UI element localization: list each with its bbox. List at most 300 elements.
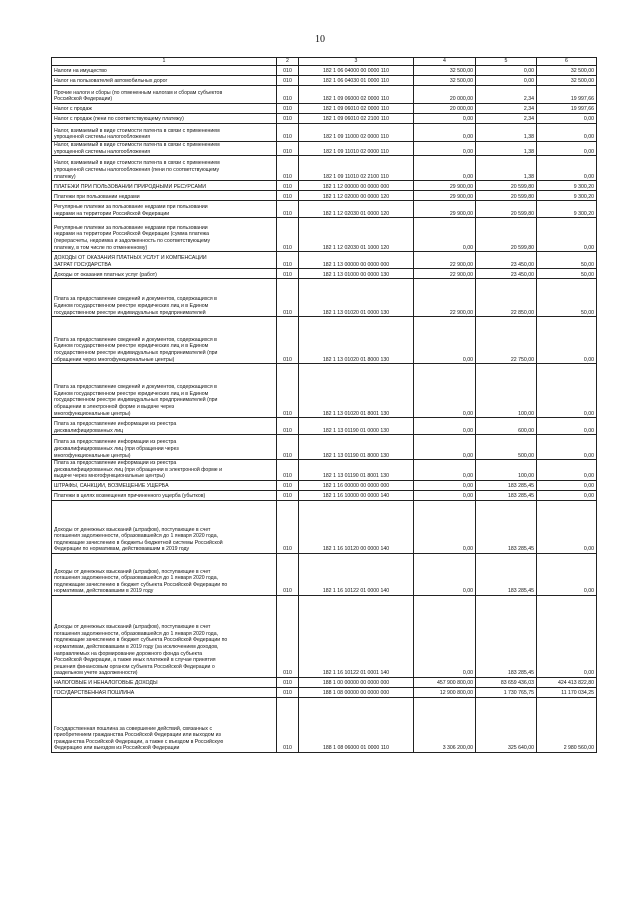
row-budget-code-cell: [299, 677, 414, 687]
row-name-text: Налог с продаж (пени по соответствующему платежу): [54, 116, 184, 123]
row-line-code-text: 010: [283, 96, 292, 103]
row-line-code-cell: [277, 279, 299, 317]
row-budget-code-cell: [299, 697, 414, 752]
row-budget-code-text: 182 1 13 01190 01 8001 130: [323, 473, 389, 480]
row-rest-text: 0,00: [583, 546, 594, 553]
row-rest-cell: [537, 269, 597, 279]
row-rest-cell: [537, 191, 597, 201]
row-plan-cell: [414, 76, 476, 86]
row-budget-code-cell: [299, 460, 414, 481]
row-line-code-text: 010: [283, 546, 292, 553]
row-plan-cell: [414, 269, 476, 279]
row-plan-text: 22 900,00: [449, 309, 473, 316]
row-rest-text: 0,00: [583, 244, 594, 251]
table-row: [52, 191, 597, 201]
row-rest-cell: [537, 218, 597, 252]
row-plan-cell: [414, 677, 476, 687]
row-name-cell: [52, 269, 277, 279]
row-fact-text: 183 285,45: [508, 493, 534, 500]
row-plan-text: 0,00: [462, 116, 473, 123]
header-cell: 3: [299, 58, 414, 66]
row-plan-text: 0,00: [462, 427, 473, 434]
row-plan-cell: [414, 104, 476, 114]
row-line-code-cell: [277, 191, 299, 201]
row-rest-cell: [537, 677, 597, 687]
row-fact-text: 100,00: [518, 473, 534, 480]
row-fact-cell: [476, 252, 537, 269]
row-name-text: ПЛАТЕЖИ ПРИ ПОЛЬЗОВАНИИ ПРИРОДНЫМИ РЕСУРСАМИ: [54, 183, 206, 190]
row-budget-code-cell: [299, 480, 414, 490]
row-name-cell: [52, 181, 277, 191]
row-plan-cell: [414, 595, 476, 677]
row-fact-cell: [476, 435, 537, 460]
row-rest-text: 9 300,20: [573, 193, 594, 200]
row-line-code-cell: [277, 364, 299, 418]
row-plan-cell: [414, 364, 476, 418]
row-fact-cell: [476, 156, 537, 181]
row-line-code-cell: [277, 418, 299, 435]
row-name-cell: [52, 252, 277, 269]
row-plan-cell: [414, 252, 476, 269]
row-rest-cell: [537, 252, 597, 269]
row-rest-text: 32 500,00: [570, 78, 594, 85]
row-rest-text: 0,00: [583, 410, 594, 417]
row-rest-cell: [537, 595, 597, 677]
row-line-code-text: 010: [283, 309, 292, 316]
row-plan-text: 29 900,00: [449, 183, 473, 190]
row-rest-text: 11 170 034,25: [561, 690, 594, 697]
row-line-code-text: 010: [283, 588, 292, 595]
row-budget-code-text: 182 1 12 02000 00 0000 120: [322, 193, 390, 200]
header-cell: 5: [476, 58, 537, 66]
row-fact-cell: [476, 142, 537, 156]
row-name-text: НАЛОГОВЫЕ И НЕНАЛОГОВЫЕ ДОХОДЫ: [54, 680, 158, 687]
row-name-cell: [52, 435, 277, 460]
table-row: [52, 269, 597, 279]
row-fact-text: 600,00: [518, 427, 534, 434]
row-budget-code-text: 182 1 16 10122 01 0000 140: [322, 588, 390, 595]
row-budget-code-cell: [299, 553, 414, 595]
row-rest-cell: [537, 317, 597, 364]
row-rest-cell: [537, 500, 597, 553]
row-budget-code-cell: [299, 317, 414, 364]
row-line-code-text: 010: [283, 745, 292, 752]
row-rest-text: 0,00: [583, 452, 594, 459]
row-name-cell: [52, 553, 277, 595]
row-line-code-cell: [277, 104, 299, 114]
row-fact-cell: [476, 500, 537, 553]
row-plan-text: 22 900,00: [449, 271, 473, 278]
row-rest-text: 0,00: [583, 427, 594, 434]
row-line-code-cell: [277, 480, 299, 490]
row-fact-cell: [476, 553, 537, 595]
row-line-code-text: 010: [283, 106, 292, 113]
row-line-code-text: 010: [283, 193, 292, 200]
row-plan-text: 0,00: [462, 473, 473, 480]
row-line-code-text: 010: [283, 68, 292, 75]
row-plan-text: 20 000,00: [449, 96, 473, 103]
row-line-code-text: 010: [283, 452, 292, 459]
row-fact-text: 83 659 436,03: [500, 680, 534, 687]
row-budget-code-text: 182 1 09 06010 02 0000 110: [323, 106, 389, 113]
row-name-cell: [52, 364, 277, 418]
row-name-text: Доходы от оказания платных услуг (работ): [54, 271, 157, 278]
row-budget-code-cell: [299, 86, 414, 104]
row-name-cell: [52, 697, 277, 752]
row-fact-cell: [476, 86, 537, 104]
row-rest-text: 0,00: [583, 116, 594, 123]
row-budget-code-cell: [299, 435, 414, 460]
row-name-cell: [52, 500, 277, 553]
row-fact-text: 22 850,00: [510, 309, 534, 316]
row-plan-cell: [414, 697, 476, 752]
row-line-code-cell: [277, 76, 299, 86]
row-rest-text: 0,00: [583, 483, 594, 490]
row-budget-code-cell: [299, 201, 414, 218]
row-fact-text: 325 640,00: [508, 745, 534, 752]
row-fact-text: 2,34: [523, 116, 534, 123]
row-fact-cell: [476, 418, 537, 435]
row-fact-text: 20 599,80: [510, 193, 534, 200]
row-line-code-cell: [277, 201, 299, 218]
row-fact-text: 20 599,80: [510, 210, 534, 217]
row-name-cell: [52, 218, 277, 252]
row-fact-text: 1,38: [523, 134, 534, 141]
row-budget-code-cell: [299, 66, 414, 76]
row-plan-text: 0,00: [462, 173, 473, 180]
row-fact-text: 1 730 765,75: [503, 690, 534, 697]
row-line-code-cell: [277, 124, 299, 142]
row-name-cell: [52, 687, 277, 697]
row-line-code-cell: [277, 269, 299, 279]
row-name-text: Плата за предоставление сведений и документов, содержащихся в Едином государственном реестре юридических лиц и в Едином государственном реестре индивидуальных предпринимателей (при обращении в электронной форме и выдаче через многофункциональные центры): [54, 384, 218, 417]
row-line-code-cell: [277, 500, 299, 553]
row-name-cell: [52, 124, 277, 142]
row-budget-code-text: 182 1 16 10122 01 0001 140: [322, 670, 390, 677]
row-plan-text: 22 900,00: [449, 261, 473, 268]
row-rest-text: 0,00: [583, 173, 594, 180]
row-fact-cell: [476, 191, 537, 201]
row-rest-cell: [537, 181, 597, 191]
row-name-text: Платежи в целях возмещения причиненного ущерба (убытков): [54, 493, 206, 500]
row-line-code-cell: [277, 697, 299, 752]
row-line-code-cell: [277, 490, 299, 500]
row-rest-cell: [537, 124, 597, 142]
row-line-code-cell: [277, 156, 299, 181]
table-row: [52, 480, 597, 490]
row-name-cell: [52, 460, 277, 481]
row-fact-text: 183 285,45: [508, 670, 534, 677]
row-budget-code-text: 188 1 08 00000 00 0000 000: [322, 690, 390, 697]
row-fact-text: 183 285,45: [508, 588, 534, 595]
row-name-text: Регулярные платежи за пользование недрами при пользовании недрами на территории Российской Федерации (сумма платежа (перерасчеты, недоимка и задолженность по соответствующему платежу, в том числе по отмененному): [54, 224, 211, 251]
row-budget-code-text: 182 1 16 00000 00 0000 000: [322, 483, 390, 490]
row-plan-text: 0,00: [462, 148, 473, 155]
row-budget-code-cell: [299, 114, 414, 124]
row-rest-cell: [537, 553, 597, 595]
row-rest-cell: [537, 76, 597, 86]
row-budget-code-text: 188 1 08 06000 01 0000 110: [323, 745, 389, 752]
row-line-code-cell: [277, 687, 299, 697]
row-rest-cell: [537, 201, 597, 218]
row-plan-text: 0,00: [462, 483, 473, 490]
row-budget-code-text: 182 1 16 10000 00 0000 140: [322, 493, 390, 500]
row-fact-text: 23 450,00: [510, 271, 534, 278]
table-row: [52, 201, 597, 218]
row-budget-code-text: 182 1 09 11010 02 0000 110: [323, 148, 389, 155]
row-rest-text: 0,00: [583, 356, 594, 363]
row-fact-text: 0,00: [523, 68, 534, 75]
row-plan-cell: [414, 201, 476, 218]
row-budget-code-text: 182 1 13 01020 01 8001 130: [322, 410, 390, 417]
table-row: [52, 595, 597, 677]
row-rest-text: 50,00: [581, 261, 594, 268]
row-fact-cell: [476, 218, 537, 252]
row-line-code-text: 010: [283, 183, 292, 190]
row-name-cell: [52, 114, 277, 124]
row-plan-cell: [414, 687, 476, 697]
row-budget-code-cell: [299, 364, 414, 418]
row-plan-text: 0,00: [462, 410, 473, 417]
row-rest-cell: [537, 697, 597, 752]
row-name-text: Плата за предоставление сведений и документов, содержащихся в Едином государственном реестре юридических лиц и в Едином государственном реестре индивидуальных предпринимателей (при обращении через многофункциональные центры): [54, 336, 218, 363]
row-line-code-text: 010: [283, 148, 292, 155]
row-line-code-text: 010: [283, 493, 292, 500]
row-plan-cell: [414, 500, 476, 553]
row-plan-text: 0,00: [462, 493, 473, 500]
row-line-code-cell: [277, 142, 299, 156]
row-budget-code-cell: [299, 142, 414, 156]
row-budget-code-cell: [299, 191, 414, 201]
table-row: [52, 500, 597, 553]
row-plan-text: 32 500,00: [449, 78, 473, 85]
row-plan-text: 0,00: [462, 588, 473, 595]
row-line-code-cell: [277, 677, 299, 687]
row-plan-cell: [414, 279, 476, 317]
row-fact-cell: [476, 697, 537, 752]
row-rest-cell: [537, 66, 597, 76]
row-rest-cell: [537, 480, 597, 490]
row-budget-code-text: 182 1 13 00000 00 0000 000: [322, 261, 390, 268]
row-budget-code-cell: [299, 218, 414, 252]
row-plan-text: 12 900 800,00: [439, 690, 473, 697]
row-rest-cell: [537, 142, 597, 156]
row-rest-text: 9 300,20: [573, 183, 594, 190]
row-rest-cell: [537, 114, 597, 124]
row-rest-text: 0,00: [583, 134, 594, 141]
row-name-cell: [52, 279, 277, 317]
row-fact-cell: [476, 460, 537, 481]
row-plan-text: 20 000,00: [449, 106, 473, 113]
row-fact-cell: [476, 595, 537, 677]
row-fact-cell: [476, 66, 537, 76]
row-rest-text: 19 997,66: [570, 96, 594, 103]
income-table: [51, 57, 597, 753]
row-name-text: ДОХОДЫ ОТ ОКАЗАНИЯ ПЛАТНЫХ УСЛУГ И КОМПЕНСАЦИИ ЗАТРАТ ГОСУДАРСТВА: [54, 255, 207, 268]
row-line-code-text: 010: [283, 261, 292, 268]
row-rest-cell: [537, 86, 597, 104]
row-name-cell: [52, 595, 277, 677]
row-fact-text: 183 285,45: [508, 483, 534, 490]
row-line-code-cell: [277, 66, 299, 76]
row-fact-cell: [476, 490, 537, 500]
row-budget-code-text: 188 1 00 00000 00 0000 000: [322, 680, 390, 687]
table-row: [52, 364, 597, 418]
row-rest-cell: [537, 490, 597, 500]
row-line-code-cell: [277, 218, 299, 252]
row-rest-cell: [537, 435, 597, 460]
row-line-code-text: 010: [283, 78, 292, 85]
row-rest-text: 0,00: [583, 148, 594, 155]
row-budget-code-cell: [299, 104, 414, 114]
row-rest-text: 424 413 822,80: [557, 680, 594, 687]
row-line-code-text: 010: [283, 690, 292, 697]
row-fact-text: 20 599,80: [510, 183, 534, 190]
row-line-code-text: 010: [283, 173, 292, 180]
row-name-cell: [52, 191, 277, 201]
row-name-cell: [52, 480, 277, 490]
row-budget-code-cell: [299, 418, 414, 435]
row-rest-cell: [537, 156, 597, 181]
row-fact-text: 22 750,00: [510, 356, 534, 363]
row-line-code-text: 010: [283, 134, 292, 141]
row-name-text: Плата за предоставление информации из реестра дисквалифицированных лиц (при обращении через многофункциональные центры): [54, 439, 179, 459]
row-line-code-cell: [277, 252, 299, 269]
table-row: [52, 114, 597, 124]
row-rest-text: 0,00: [583, 670, 594, 677]
row-rest-cell: [537, 104, 597, 114]
row-line-code-text: 010: [283, 410, 292, 417]
row-line-code-text: 010: [283, 356, 292, 363]
row-name-text: Налог на пользователей автомобильных дорог: [54, 78, 168, 85]
table-row: [52, 279, 597, 317]
row-name-text: Плата за предоставление сведений и документов, содержащихся в Едином государственном реестре юридических лиц и в Едином государственном реестре индивидуальных предпринимателей: [54, 296, 217, 316]
row-fact-text: 2,34: [523, 96, 534, 103]
row-fact-cell: [476, 279, 537, 317]
table-row: [52, 156, 597, 181]
row-fact-cell: [476, 124, 537, 142]
row-budget-code-cell: [299, 124, 414, 142]
table-row: [52, 490, 597, 500]
row-line-code-cell: [277, 553, 299, 595]
row-plan-cell: [414, 218, 476, 252]
row-rest-cell: [537, 460, 597, 481]
row-plan-cell: [414, 66, 476, 76]
row-plan-cell: [414, 553, 476, 595]
row-budget-code-text: 182 1 09 11010 02 2100 110: [323, 173, 389, 180]
row-rest-text: 0,00: [583, 493, 594, 500]
row-name-text: Доходы от денежных взысканий (штрафов), поступающие в счет погашения задолженности, образовавшейся до 1 января 2020 года, подлежащие зачислению в бюджет субъекта Российской Федерации по нормативам, действовавшим в 2019 году: [54, 568, 228, 595]
table-row: [52, 418, 597, 435]
row-plan-text: 3 306 200,00: [442, 745, 473, 752]
table-row: [52, 460, 597, 481]
table-row: [52, 697, 597, 752]
row-rest-text: 50,00: [581, 309, 594, 316]
header-cell: 4: [414, 58, 476, 66]
row-budget-code-text: 182 1 13 01020 01 8000 130: [322, 356, 390, 363]
row-budget-code-cell: [299, 490, 414, 500]
row-budget-code-cell: [299, 500, 414, 553]
row-name-text: Плата за предоставление информации из реестра дисквалифицированных лиц (при обращении в электронной форме и выдаче через многофункциональные центры): [54, 460, 222, 480]
table-row: [52, 553, 597, 595]
row-plan-text: 29 900,00: [449, 210, 473, 217]
row-fact-text: 1,38: [523, 173, 534, 180]
row-budget-code-cell: [299, 687, 414, 697]
row-name-cell: [52, 66, 277, 76]
table-row: [52, 252, 597, 269]
row-name-text: Доходы от денежных взысканий (штрафов), поступающие в счет погашения задолженности, образовавшейся до 1 января 2020 года, подлежащие зачислению в бюджеты бюджетной системы Российской Федерации по нормативам, действовавшим в 2019 году: [54, 526, 223, 553]
row-line-code-text: 010: [283, 210, 292, 217]
row-budget-code-cell: [299, 156, 414, 181]
row-budget-code-text: 182 1 12 02030 01 0000 120: [322, 210, 390, 217]
row-fact-cell: [476, 76, 537, 86]
header-cell: 1: [52, 58, 277, 66]
row-plan-cell: [414, 124, 476, 142]
row-name-cell: [52, 142, 277, 156]
row-plan-cell: [414, 317, 476, 364]
row-name-cell: [52, 201, 277, 218]
row-plan-text: 0,00: [462, 670, 473, 677]
table-header-row: [52, 58, 597, 66]
row-name-text: Прочие налоги и сборы (по отмененным налогам и сборам субъектов Российской Федерации): [54, 89, 223, 103]
row-rest-text: 9 300,20: [573, 210, 594, 217]
row-plan-cell: [414, 490, 476, 500]
row-budget-code-cell: [299, 595, 414, 677]
row-rest-cell: [537, 687, 597, 697]
row-budget-code-cell: [299, 279, 414, 317]
row-line-code-text: 010: [283, 473, 292, 480]
row-budget-code-text: 182 1 09 06000 02 0000 110: [323, 96, 389, 103]
row-name-text: Налог, взимаемый в виде стоимости патента в связи с применением упрощенной системы налогообложения (пени по соответствующему платежу): [54, 160, 220, 180]
row-plan-text: 0,00: [462, 546, 473, 553]
table-row: [52, 435, 597, 460]
row-line-code-text: 010: [283, 680, 292, 687]
header-cell: 2: [277, 58, 299, 66]
row-line-code-cell: [277, 317, 299, 364]
row-fact-text: 183 285,45: [508, 546, 534, 553]
row-rest-cell: [537, 279, 597, 317]
row-budget-code-text: 182 1 12 00000 00 0000 000: [322, 183, 390, 190]
row-plan-text: 0,00: [462, 452, 473, 459]
row-rest-text: 32 500,00: [570, 68, 594, 75]
row-name-text: Налог, взимаемый в виде стоимости патента в связи с применением упрощенной системы налогообложения: [54, 142, 220, 155]
row-fact-cell: [476, 364, 537, 418]
row-fact-cell: [476, 114, 537, 124]
row-plan-cell: [414, 181, 476, 191]
row-fact-text: 0,00: [523, 78, 534, 85]
row-budget-code-cell: [299, 181, 414, 191]
row-name-text: Плата за предоставление информации из реестра дисквалифицированных лиц: [54, 421, 177, 434]
row-budget-code-cell: [299, 252, 414, 269]
row-name-text: ГОСУДАРСТВЕННАЯ ПОШЛИНА: [54, 690, 135, 697]
row-plan-cell: [414, 142, 476, 156]
row-name-text: Государственная пошлина за совершение действий, связанных с приобретением гражданства Российской Федерации или выходом из гражданства Российской Федерации, а также с въездом в Российскую Федерацию или выездом из Российской Федерации: [54, 725, 224, 752]
row-plan-cell: [414, 480, 476, 490]
row-fact-cell: [476, 201, 537, 218]
row-name-cell: [52, 86, 277, 104]
table-row: [52, 142, 597, 156]
row-line-code-cell: [277, 181, 299, 191]
row-fact-text: 100,00: [518, 410, 534, 417]
row-plan-cell: [414, 114, 476, 124]
row-plan-cell: [414, 156, 476, 181]
header-cell: 6: [537, 58, 597, 66]
row-name-cell: [52, 418, 277, 435]
table-row: [52, 76, 597, 86]
row-fact-cell: [476, 104, 537, 114]
row-rest-text: 19 997,66: [570, 106, 594, 113]
row-name-text: Налоги на имущество: [54, 68, 107, 75]
